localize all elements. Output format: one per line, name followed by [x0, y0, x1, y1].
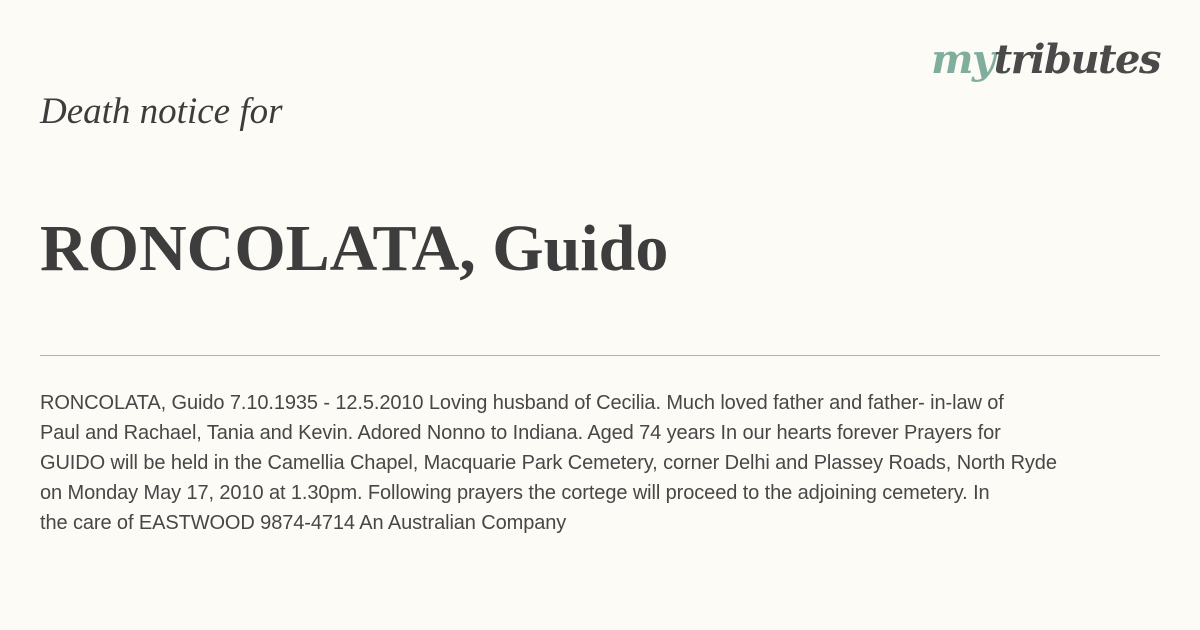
mytributes-logo[interactable]: [931, 34, 1160, 86]
death-notice-text: [40, 388, 1160, 538]
notice-line: the care of EASTWOOD 9874-4714 An Australian Company: [40, 512, 567, 534]
notice-line: RONCOLATA, Guido 7.10.1935 - 12.5.2010 Loving husband of Cecilia. Much loved father and father- in-law of: [40, 392, 1004, 414]
notice-line: GUIDO will be held in the Camellia Chapel, Macquarie Park Cemetery, corner Delhi and Plassey Roads, North Ryde: [40, 452, 1057, 474]
deceased-name-heading: RONCOLATA, Guido: [40, 212, 669, 285]
section-divider: [40, 355, 1160, 356]
notice-line: Paul and Rachael, Tania and Kevin. Adored Nonno to Indiana. Aged 74 years In our hearts forever Prayers for: [40, 422, 1001, 444]
logo-tributes-text: tributes: [993, 36, 1160, 83]
death-notice-kicker: Death notice for: [40, 91, 283, 132]
notice-line: on Monday May 17, 2010 at 1.30pm. Following prayers the cortege will proceed to the adjoining cemetery. In: [40, 482, 990, 504]
logo-my-text: my: [931, 36, 994, 83]
